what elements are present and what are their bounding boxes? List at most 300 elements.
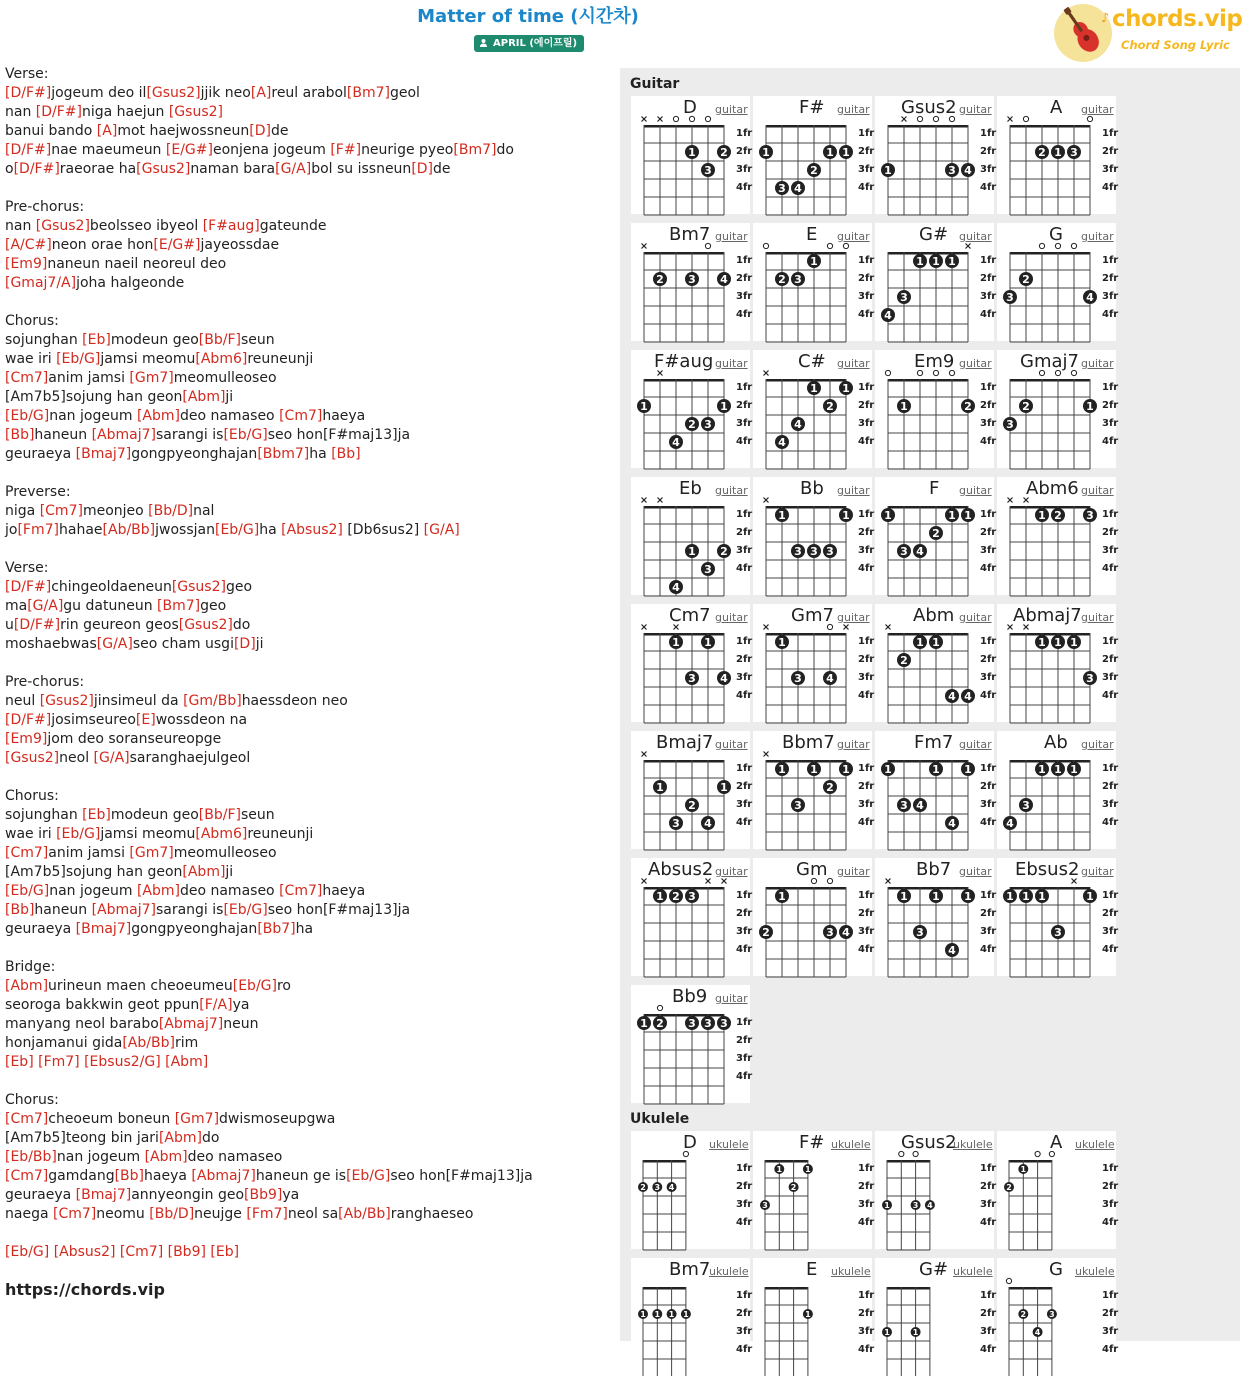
guitar-chord-card-bb7[interactable] bbox=[875, 858, 997, 976]
chord-link[interactable]: [Bb] bbox=[331, 446, 361, 462]
finger-dot bbox=[882, 1200, 892, 1210]
chord-link[interactable]: [Gsus2] bbox=[136, 161, 191, 177]
finger-dot bbox=[881, 308, 895, 322]
chord-link[interactable]: [Bb/F] bbox=[198, 807, 241, 823]
muted-string-marker bbox=[642, 117, 647, 122]
chord-link[interactable]: [Abmaj7] bbox=[191, 1168, 256, 1184]
guitar-link[interactable]: guitar bbox=[1081, 611, 1114, 624]
guitar-link[interactable]: guitar bbox=[1081, 484, 1114, 497]
chord-link[interactable]: [Abm] bbox=[144, 1149, 188, 1165]
guitar-chord-card-ebsus2[interactable] bbox=[997, 858, 1119, 976]
svg-text:2: 2 bbox=[656, 1017, 664, 1030]
svg-text:1: 1 bbox=[964, 763, 972, 776]
chord-link[interactable]: [D/F#] bbox=[5, 579, 52, 595]
svg-text:2: 2 bbox=[1054, 509, 1062, 522]
chord-link[interactable]: [Abm] bbox=[182, 389, 226, 405]
chord-link[interactable]: [A] bbox=[96, 123, 118, 139]
guitar-chord-card-absus2[interactable] bbox=[631, 858, 753, 976]
chord-link[interactable]: [Abm6] bbox=[195, 826, 248, 842]
chord-link[interactable]: [Gsus2] bbox=[168, 104, 223, 120]
svg-text:4: 4 bbox=[794, 182, 802, 195]
svg-text:1: 1 bbox=[964, 509, 972, 522]
chord-name: F bbox=[929, 478, 940, 499]
chord-link[interactable]: [Abm6] bbox=[195, 351, 248, 367]
chord-link[interactable]: [Eb/Bb] bbox=[5, 1149, 57, 1165]
fret-label: 4fr bbox=[858, 817, 875, 828]
chord-link[interactable]: [Eb/G] bbox=[56, 351, 101, 367]
open-string-marker bbox=[1039, 243, 1044, 248]
lyric-line: [Gmaj7/A]joha halgeonde bbox=[5, 275, 185, 291]
chord-link[interactable]: [Fm7] bbox=[246, 1206, 288, 1222]
chord-link[interactable]: [F#] bbox=[330, 142, 362, 158]
svg-text:3: 3 bbox=[688, 1017, 696, 1030]
chord-link[interactable]: [D] bbox=[233, 636, 256, 652]
chord-link[interactable]: [Eb] bbox=[5, 1054, 34, 1070]
chord-link[interactable]: [G/A] bbox=[93, 750, 130, 766]
chord-link[interactable]: [D/F#] bbox=[5, 142, 52, 158]
chord-link[interactable]: [Eb/G] bbox=[5, 408, 50, 424]
chord-link[interactable]: [Bmaj7] bbox=[75, 446, 132, 462]
guitar-link[interactable]: guitar bbox=[837, 103, 870, 116]
chord-link: [F#maj13] bbox=[322, 427, 398, 443]
guitar-link[interactable]: guitar bbox=[715, 103, 748, 116]
fret-label: 4fr bbox=[858, 1217, 875, 1228]
ukulele-link[interactable]: ukulele bbox=[1075, 1138, 1115, 1151]
chord-link[interactable]: [Ab/Bb] bbox=[102, 522, 156, 538]
chord-link[interactable]: [Fm7] bbox=[17, 522, 59, 538]
finger-dot bbox=[881, 508, 895, 522]
chord-link[interactable]: [Cm7] bbox=[119, 1244, 164, 1260]
finger-dot bbox=[775, 889, 789, 903]
chord-link[interactable]: [Eb] bbox=[82, 332, 111, 348]
finger-dot bbox=[929, 889, 943, 903]
chord-link[interactable]: [Eb/G] bbox=[5, 883, 50, 899]
chord-link[interactable]: [Abmaj7] bbox=[91, 902, 156, 918]
fret-label: 3fr bbox=[858, 418, 875, 429]
finger-dot bbox=[1035, 508, 1049, 522]
svg-text:1: 1 bbox=[704, 636, 712, 649]
fret-label: 1fr bbox=[1102, 1290, 1119, 1301]
chord-link[interactable]: [D/F#] bbox=[5, 85, 52, 101]
guitar-link[interactable]: guitar bbox=[1081, 357, 1114, 370]
chord-link[interactable]: [Abm] bbox=[165, 1054, 209, 1070]
chord-link[interactable]: [Ebsus2/G] bbox=[84, 1054, 161, 1070]
guitar-chord-card-abm6[interactable] bbox=[997, 477, 1119, 595]
finger-dot bbox=[701, 562, 715, 576]
chord-link[interactable]: [G/A] bbox=[27, 598, 64, 614]
chord-link[interactable]: [Abmaj7] bbox=[158, 1016, 224, 1032]
chord-link[interactable]: [Cm7] bbox=[5, 845, 49, 861]
chord-link[interactable]: [Ab/Bb] bbox=[122, 1035, 175, 1051]
chord-name: G bbox=[1049, 224, 1063, 245]
finger-dot bbox=[807, 254, 821, 268]
fret-label: 2fr bbox=[858, 273, 875, 284]
chord-link[interactable]: [Em9] bbox=[5, 731, 48, 747]
chord-link[interactable]: [F#aug] bbox=[202, 218, 260, 234]
svg-text:4: 4 bbox=[927, 1201, 933, 1210]
guitar-chord-card-eb[interactable] bbox=[631, 477, 753, 595]
chord-link: [Db6sus2] bbox=[347, 522, 420, 538]
chord-link[interactable]: [Eb] bbox=[210, 1244, 240, 1260]
chord-link[interactable]: [Cm7] bbox=[5, 370, 49, 386]
chord-link[interactable]: [A] bbox=[250, 85, 272, 101]
svg-text:3: 3 bbox=[704, 563, 712, 576]
svg-text:2: 2 bbox=[1022, 273, 1030, 286]
lyric-line bbox=[5, 179, 605, 198]
guitar-chord-card-fsharpaug[interactable] bbox=[631, 350, 753, 468]
ukulele-link[interactable]: ukulele bbox=[709, 1265, 749, 1278]
chord-link[interactable]: [F/A] bbox=[199, 997, 233, 1013]
fret-label: 4fr bbox=[980, 182, 997, 193]
svg-text:4: 4 bbox=[842, 926, 850, 939]
ukulele-chord-card-gsus2[interactable] bbox=[875, 1131, 997, 1249]
lyric-line: honjamanui gida[Ab/Bb]rim bbox=[5, 1035, 199, 1051]
guitar-chord-card-bbm7[interactable] bbox=[753, 731, 875, 849]
chord-link[interactable]: [Absus2] bbox=[53, 1244, 116, 1260]
fret-label: 3fr bbox=[736, 926, 753, 937]
section-heading: Pre-chorus: bbox=[5, 199, 85, 215]
chord-link[interactable]: [Ab/Bb] bbox=[338, 1206, 391, 1222]
lyric-line: naega [Cm7]neomu [Bb/D]neujge [Fm7]neol sa[Ab/Bb]ranghaeseo bbox=[5, 1206, 474, 1222]
open-string-marker bbox=[1087, 116, 1092, 121]
chord-link[interactable]: [Cm7] bbox=[279, 883, 323, 899]
lyric-line bbox=[5, 540, 605, 559]
chord-link[interactable]: [E/G#] bbox=[153, 237, 201, 253]
svg-text:1: 1 bbox=[720, 400, 728, 413]
chord-link[interactable]: [Gsus2] bbox=[171, 579, 226, 595]
guitar-link[interactable]: guitar bbox=[837, 738, 870, 751]
guitar-link[interactable]: guitar bbox=[959, 611, 992, 624]
finger-dot bbox=[775, 435, 789, 449]
chord-name: Abm6 bbox=[1026, 478, 1079, 499]
guitar-chord-card-a[interactable] bbox=[997, 96, 1119, 214]
chord-link[interactable]: [Gmaj7/A] bbox=[5, 275, 77, 291]
finger-dot bbox=[1018, 1309, 1028, 1319]
chord-link[interactable]: [Bm7] bbox=[346, 85, 390, 101]
guitar-chord-card-bmaj7[interactable] bbox=[631, 731, 753, 849]
ukulele-chord-card-a[interactable] bbox=[997, 1131, 1119, 1249]
svg-text:3: 3 bbox=[688, 890, 696, 903]
chord-link[interactable]: [Em9] bbox=[5, 256, 48, 272]
finger-dot bbox=[897, 798, 911, 812]
finger-dot bbox=[1003, 889, 1017, 903]
guitar-chord-card-g[interactable] bbox=[997, 223, 1119, 341]
chord-link[interactable]: [Gm7] bbox=[174, 1111, 220, 1127]
finger-dot bbox=[839, 145, 853, 159]
guitar-link[interactable]: guitar bbox=[959, 357, 992, 370]
guitar-chord-card-bb[interactable] bbox=[753, 477, 875, 595]
chord-link[interactable]: [Abm] bbox=[182, 864, 226, 880]
guitar-chord-card-gm7[interactable] bbox=[753, 604, 875, 722]
chord-link[interactable]: [Bb7] bbox=[257, 921, 296, 937]
svg-text:3: 3 bbox=[672, 817, 680, 830]
chord-link[interactable]: [Bb/D] bbox=[149, 1206, 195, 1222]
chord-link[interactable]: [Abm] bbox=[136, 408, 180, 424]
chord-name: Ab bbox=[1044, 732, 1068, 753]
lyric-line bbox=[5, 1072, 605, 1091]
chord-link[interactable]: [Bm7] bbox=[453, 142, 497, 158]
guitar-chord-card-gm[interactable] bbox=[753, 858, 875, 976]
fret-label: 3fr bbox=[736, 418, 753, 429]
guitar-link[interactable]: guitar bbox=[1081, 865, 1114, 878]
ukulele-link[interactable]: ukulele bbox=[1075, 1265, 1115, 1278]
chord-link[interactable]: [Eb/G] bbox=[223, 902, 268, 918]
guitar-link[interactable]: guitar bbox=[959, 230, 992, 243]
finger-dot bbox=[681, 1309, 691, 1319]
finger-dot bbox=[1003, 290, 1017, 304]
chord-link[interactable]: [Eb/G] bbox=[346, 1168, 391, 1184]
fret-label: 2fr bbox=[980, 527, 997, 538]
guitar-link[interactable]: guitar bbox=[1081, 230, 1114, 243]
ukulele-link[interactable]: ukulele bbox=[831, 1138, 871, 1151]
chord-link[interactable]: [Abmaj7] bbox=[91, 427, 156, 443]
guitar-link[interactable]: guitar bbox=[715, 992, 748, 1005]
guitar-chord-card-em9[interactable] bbox=[875, 350, 997, 468]
chord-link[interactable]: [Bb] bbox=[5, 427, 35, 443]
guitar-link[interactable]: guitar bbox=[1081, 738, 1114, 751]
chord-link[interactable]: [Absus2] bbox=[281, 522, 343, 538]
finger-dot bbox=[1083, 508, 1097, 522]
guitar-link[interactable]: guitar bbox=[837, 484, 870, 497]
fret-label: 2fr bbox=[736, 146, 753, 157]
lyric-line: wae iri [Eb/G]jamsi meomu[Abm6]reuneunji bbox=[5, 826, 314, 842]
section-heading: Pre-chorus: bbox=[5, 674, 85, 690]
guitar-link[interactable]: guitar bbox=[959, 738, 992, 751]
finger-dot bbox=[823, 671, 837, 685]
guitar-link[interactable]: guitar bbox=[837, 230, 870, 243]
chord-link[interactable]: [Eb/G] bbox=[232, 978, 277, 994]
guitar-link[interactable]: guitar bbox=[715, 865, 748, 878]
ukulele-link[interactable]: ukulele bbox=[709, 1138, 749, 1151]
guitar-link[interactable]: guitar bbox=[1081, 103, 1114, 116]
chord-link[interactable]: [E] bbox=[135, 712, 156, 728]
fret-label: 2fr bbox=[1102, 908, 1119, 919]
chord-link[interactable]: [Bbm7] bbox=[257, 446, 310, 462]
guitar-chord-card-d[interactable] bbox=[631, 96, 753, 214]
chord-link[interactable]: [Bmaj7] bbox=[75, 1187, 132, 1203]
guitar-link[interactable]: guitar bbox=[959, 865, 992, 878]
svg-text:4: 4 bbox=[672, 436, 680, 449]
fret-label: 2fr bbox=[1102, 654, 1119, 665]
fret-label: 4fr bbox=[980, 817, 997, 828]
svg-text:3: 3 bbox=[704, 164, 712, 177]
chord-link[interactable]: [Cm7] bbox=[39, 503, 83, 519]
chord-link[interactable]: [Cm7] bbox=[52, 1206, 97, 1222]
chord-link[interactable]: [G/A] bbox=[423, 522, 460, 538]
finger-dot bbox=[759, 925, 773, 939]
ukulele-chord-card-fsharp[interactable] bbox=[753, 1131, 875, 1249]
guitar-chord-card-abmaj7[interactable] bbox=[997, 604, 1119, 722]
chord-name: D bbox=[683, 1132, 697, 1153]
finger-dot bbox=[1051, 925, 1065, 939]
finger-dot bbox=[1019, 399, 1033, 413]
fret-label: 4fr bbox=[858, 690, 875, 701]
fret-label: 4fr bbox=[1102, 182, 1119, 193]
finger-dot bbox=[1067, 635, 1081, 649]
svg-text:2: 2 bbox=[688, 418, 696, 431]
guitar-chord-card-cm7[interactable] bbox=[631, 604, 753, 722]
svg-text:2: 2 bbox=[1038, 146, 1046, 159]
nut bbox=[888, 252, 968, 255]
guitar-link[interactable]: guitar bbox=[715, 357, 748, 370]
finger-dot bbox=[929, 526, 943, 540]
chord-link[interactable]: [D] bbox=[249, 123, 271, 139]
site-url[interactable]: https://chords.vip bbox=[5, 1280, 165, 1299]
muted-string-marker bbox=[658, 117, 663, 122]
guitar-chord-card-gsus2[interactable] bbox=[875, 96, 997, 214]
finger-dot bbox=[701, 163, 715, 177]
ukulele-chord-card-e[interactable] bbox=[753, 1258, 875, 1376]
chord-link[interactable]: [Bmaj7] bbox=[75, 921, 132, 937]
fret-label: 4fr bbox=[858, 309, 875, 320]
guitar-link[interactable]: guitar bbox=[959, 484, 992, 497]
fret-label: 4fr bbox=[858, 1344, 875, 1355]
open-string-marker bbox=[705, 116, 710, 121]
chord-link[interactable]: [Gsus2] bbox=[178, 617, 233, 633]
ukulele-link[interactable]: ukulele bbox=[953, 1138, 993, 1151]
fret-label: 3fr bbox=[858, 1326, 875, 1337]
guitar-chord-card-gmaj7[interactable] bbox=[997, 350, 1119, 468]
chord-link[interactable]: [Abm] bbox=[158, 1130, 202, 1146]
chord-link[interactable]: [Eb/G] bbox=[214, 522, 260, 538]
fret-label: 3fr bbox=[858, 799, 875, 810]
chord-link[interactable]: [Gm7] bbox=[129, 845, 174, 861]
chord-link[interactable]: [G/A] bbox=[96, 636, 133, 652]
chord-link[interactable]: [D/F#] bbox=[5, 712, 52, 728]
chord-link[interactable]: [Bb/F] bbox=[198, 332, 241, 348]
svg-text:1: 1 bbox=[1038, 636, 1046, 649]
finger-dot bbox=[791, 272, 805, 286]
finger-dot bbox=[1004, 1182, 1014, 1192]
lyric-line: geuraeya [Bmaj7]gongpyeonghajan[Bb7]ha bbox=[5, 921, 314, 937]
svg-text:3: 3 bbox=[762, 1201, 768, 1210]
chord-link[interactable]: [Eb/G] bbox=[56, 826, 101, 842]
fret-label: 4fr bbox=[980, 944, 997, 955]
chord-name: A bbox=[1050, 1132, 1063, 1153]
svg-text:1: 1 bbox=[900, 890, 908, 903]
ukulele-chord-card-g[interactable] bbox=[997, 1258, 1119, 1376]
chord-link[interactable]: [E/G#] bbox=[165, 142, 213, 158]
guitar-chord-card-gsharp[interactable] bbox=[875, 223, 997, 341]
chord-name: Gsus2 bbox=[901, 97, 957, 118]
finger-dot bbox=[667, 1182, 677, 1192]
fret-label: 2fr bbox=[1102, 1181, 1119, 1192]
ukulele-link[interactable]: ukulele bbox=[953, 1265, 993, 1278]
svg-text:1: 1 bbox=[916, 255, 924, 268]
guitar-chord-card-e[interactable] bbox=[753, 223, 875, 341]
finger-dot bbox=[1035, 145, 1049, 159]
chord-link[interactable]: [D/F#] bbox=[13, 161, 60, 177]
guitar-chord-card-fsharp[interactable] bbox=[753, 96, 875, 214]
fret-label: 3fr bbox=[858, 672, 875, 683]
chord-link[interactable]: [Eb] bbox=[82, 807, 111, 823]
lyric-line: [Eb/Bb]nan jogeum [Abm]deo namaseo bbox=[5, 1149, 283, 1165]
guitar-link[interactable]: guitar bbox=[715, 230, 748, 243]
chord-link[interactable]: [Eb/G] bbox=[5, 1244, 50, 1260]
guitar-link[interactable]: guitar bbox=[837, 611, 870, 624]
svg-text:1: 1 bbox=[1054, 636, 1062, 649]
finger-dot bbox=[807, 544, 821, 558]
chord-link[interactable]: [Bm7] bbox=[157, 598, 201, 614]
chord-name: E bbox=[806, 224, 818, 245]
finger-dot bbox=[961, 889, 975, 903]
chord-link[interactable]: [G/A] bbox=[275, 161, 312, 177]
fret-label: 1fr bbox=[736, 1017, 753, 1028]
fret-label: 4fr bbox=[858, 182, 875, 193]
chord-link[interactable]: [Gsus2] bbox=[35, 218, 90, 234]
guitar-link[interactable]: guitar bbox=[715, 738, 748, 751]
guitar-chord-card-ab[interactable] bbox=[997, 731, 1119, 849]
fret-label: 3fr bbox=[1102, 799, 1119, 810]
chord-link[interactable]: [Abm] bbox=[5, 978, 49, 994]
chord-link[interactable]: [Bb9] bbox=[244, 1187, 283, 1203]
chord-link[interactable]: [Gm/Bb] bbox=[183, 693, 242, 709]
chord-link[interactable]: [Gsus2] bbox=[5, 750, 60, 766]
guitar-link[interactable]: guitar bbox=[715, 611, 748, 624]
guitar-link[interactable]: guitar bbox=[715, 484, 748, 497]
chord-link[interactable]: [Bb] bbox=[114, 1168, 145, 1184]
chord-link[interactable]: [Cm7] bbox=[5, 1168, 49, 1184]
fret-label: 3fr bbox=[736, 1053, 753, 1064]
chord-link[interactable]: [Gsus2] bbox=[146, 85, 201, 101]
finger-dot bbox=[653, 780, 667, 794]
guitar-chord-card-fm7[interactable] bbox=[875, 731, 997, 849]
fret-label: 3fr bbox=[858, 545, 875, 556]
guitar-chord-card-csharp[interactable] bbox=[753, 350, 875, 468]
guitar-chord-card-abm[interactable] bbox=[875, 604, 997, 722]
chord-link[interactable]: [Bb9] bbox=[167, 1244, 206, 1260]
chord-link[interactable]: [A/C#] bbox=[5, 237, 52, 253]
chord-link[interactable]: [D/F#] bbox=[35, 104, 82, 120]
finger-dot bbox=[653, 272, 667, 286]
chord-link[interactable]: [D] bbox=[411, 161, 434, 177]
chord-link[interactable]: [Bb/D] bbox=[148, 503, 194, 519]
fret-label: 3fr bbox=[980, 291, 997, 302]
svg-text:1: 1 bbox=[778, 509, 786, 522]
guitar-link[interactable]: guitar bbox=[837, 357, 870, 370]
finger-dot bbox=[685, 417, 699, 431]
chord-link[interactable]: [Fm7] bbox=[38, 1054, 80, 1070]
chord-link[interactable]: [D/F#] bbox=[13, 617, 61, 633]
svg-text:1: 1 bbox=[656, 890, 664, 903]
svg-text:3: 3 bbox=[1086, 509, 1094, 522]
ukulele-chord-card-d[interactable] bbox=[631, 1131, 753, 1249]
ukulele-link[interactable]: ukulele bbox=[831, 1265, 871, 1278]
open-string-marker bbox=[827, 243, 832, 248]
guitar-chord-card-f[interactable] bbox=[875, 477, 997, 595]
chord-link[interactable]: [Abm] bbox=[136, 883, 180, 899]
chord-link[interactable]: [Cm7] bbox=[279, 408, 323, 424]
finger-dot bbox=[897, 399, 911, 413]
chord-link[interactable]: [Cm7] bbox=[5, 1111, 49, 1127]
chord-link[interactable]: [Eb/G] bbox=[223, 427, 268, 443]
artist-badge[interactable] bbox=[474, 35, 584, 52]
guitar-chord-card-bm7[interactable] bbox=[631, 223, 753, 341]
guitar-link[interactable]: guitar bbox=[959, 103, 992, 116]
nut bbox=[1010, 633, 1090, 636]
svg-text:1: 1 bbox=[964, 890, 972, 903]
chord-link[interactable]: [Gm7] bbox=[129, 370, 174, 386]
chord-link[interactable]: [Bb] bbox=[5, 902, 35, 918]
finger-dot bbox=[1003, 816, 1017, 830]
guitar-link[interactable]: guitar bbox=[837, 865, 870, 878]
chord-link[interactable]: [Gsus2] bbox=[39, 693, 94, 709]
ukulele-chord-card-gsharp[interactable] bbox=[875, 1258, 997, 1376]
ukulele-chord-card-bm7[interactable] bbox=[631, 1258, 753, 1376]
guitar-section-title: Guitar bbox=[630, 76, 680, 92]
finger-dot bbox=[652, 1309, 662, 1319]
guitar-chord-card-bb9[interactable] bbox=[631, 985, 753, 1103]
